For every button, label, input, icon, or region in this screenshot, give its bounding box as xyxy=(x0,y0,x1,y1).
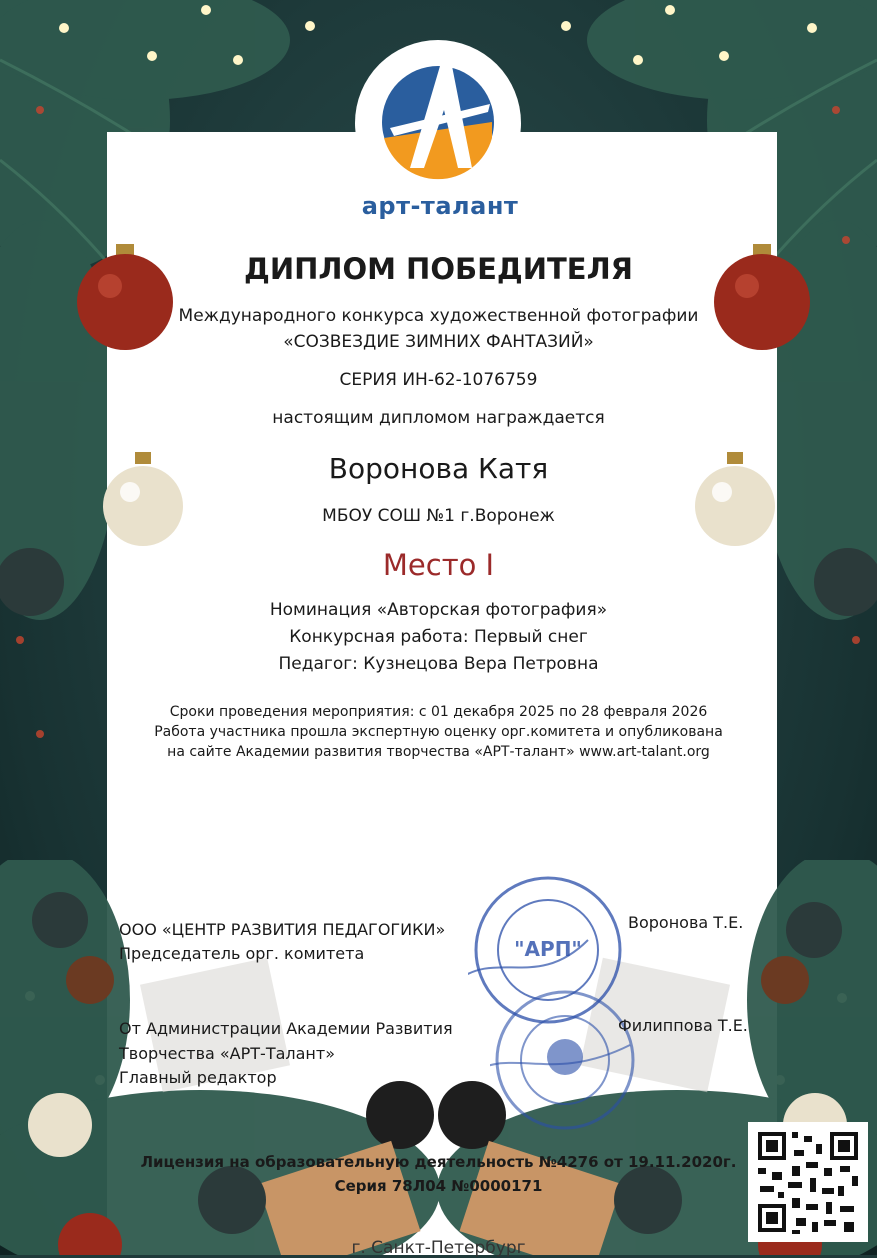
review-line1: Работа участника прошла экспертную оценку орг.комитета и опубликована xyxy=(154,724,723,740)
admin-line2: Творчества «АРТ-Талант» xyxy=(119,1044,335,1063)
event-dates: Сроки проведения мероприятия: с 01 декабря 2025 по 28 февраля 2026 xyxy=(169,704,708,720)
teacher-name: Педагог: Кузнецова Вера Петровна xyxy=(278,654,599,674)
place-label: Место I xyxy=(382,548,495,582)
admin-line1: От Администрации Академии Развития xyxy=(119,1019,453,1038)
contest-name-line2: «СОЗВЕЗДИЕ ЗИМНИХ ФАНТАЗИЙ» xyxy=(283,332,594,352)
diploma-title: ДИПЛОМ ПОБЕДИТЕЛЯ xyxy=(243,252,633,286)
license-line2: Серия 78Л04 №0000171 xyxy=(334,1177,543,1195)
dark-ornament-left xyxy=(0,540,70,620)
review-line2: на сайте Академии развития творчества «АРТ-талант» www.art-talant.org xyxy=(167,744,710,760)
brand-name: арт-талант xyxy=(361,192,519,220)
admin-role: Главный редактор xyxy=(119,1068,277,1087)
school-name: МБОУ СОШ №1 г.Воронеж xyxy=(322,506,555,526)
competition-work: Конкурсная работа: Первый снег xyxy=(289,627,588,647)
series-number: СЕРИЯ ИН-62-1076759 xyxy=(339,370,538,390)
stamp-center-text: "АРП" xyxy=(514,937,582,961)
city-name: г. Санкт-Петербург xyxy=(351,1238,526,1258)
dark-ornament-right xyxy=(808,540,877,620)
license-line1: Лицензия на образовательную деятельность №4276 от 19.11.2020г. xyxy=(140,1153,737,1171)
contest-name-line1: Международного конкурса художественной фотографии xyxy=(178,306,699,326)
recipient-name: Воронова Катя xyxy=(328,452,549,485)
org-role: Председатель орг. комитета xyxy=(119,944,365,963)
nomination: Номинация «Авторская фотография» xyxy=(269,600,608,620)
org-name: ООО «ЦЕНТР РАЗВИТИЯ ПЕДАГОГИКИ» xyxy=(119,920,446,939)
art-talant-logo-icon xyxy=(380,58,496,188)
awarded-text: настоящим дипломом награждается xyxy=(272,408,605,428)
admin-signer: Филиппова Т.Е. xyxy=(618,1016,748,1035)
academy-stamp xyxy=(490,985,640,1135)
qr-code[interactable] xyxy=(748,1122,868,1242)
org-signer: Воронова Т.Е. xyxy=(628,913,744,932)
